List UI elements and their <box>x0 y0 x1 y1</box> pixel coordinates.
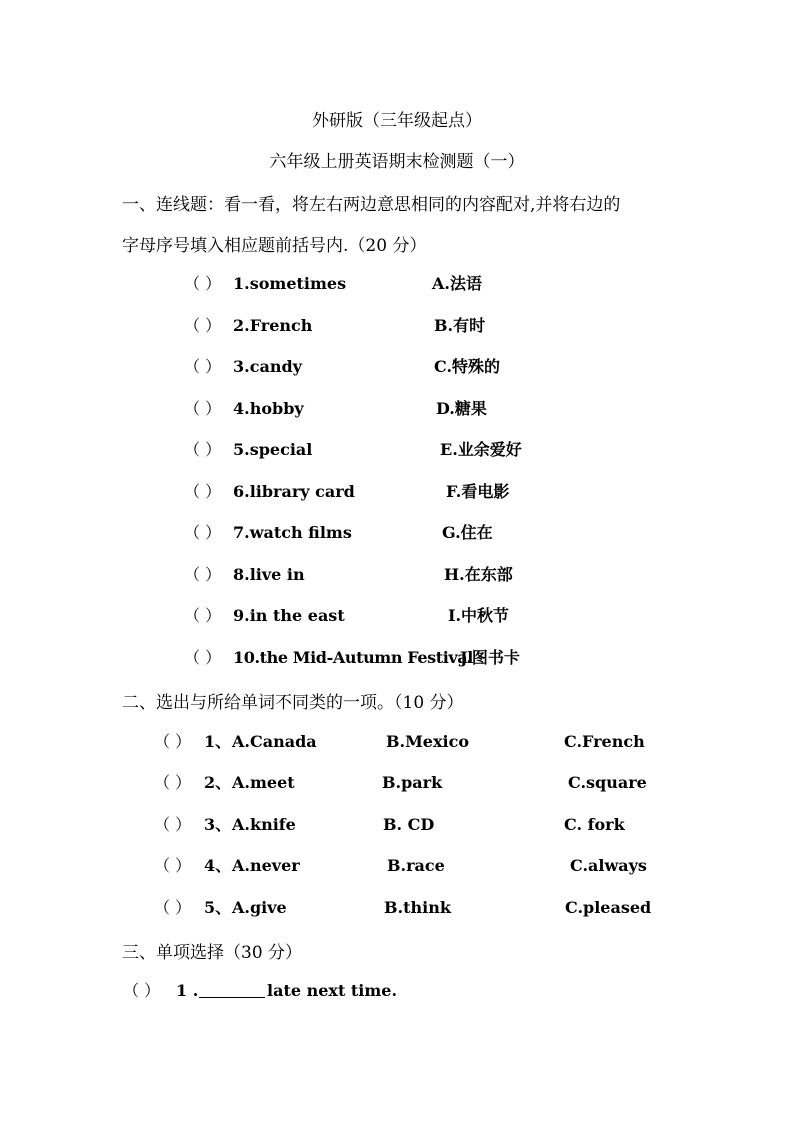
option-a: A.Canada <box>232 732 317 751</box>
fill-blank[interactable] <box>199 981 265 998</box>
chinese-meaning: C.特殊的 <box>434 357 501 376</box>
question-text: late next time. <box>267 981 398 1000</box>
chinese-meaning: B.有时 <box>434 316 486 335</box>
english-term: 10.the Mid-Autumn Festival <box>233 648 473 667</box>
english-term: 2.French <box>233 316 313 335</box>
answer-parentheses[interactable]: （ ） <box>184 482 222 501</box>
document-subtitle: 六年级上册英语期末检测题（一） <box>269 152 525 172</box>
answer-parentheses[interactable]: （ ） <box>184 440 222 459</box>
section3-heading: 三、单项选择（30 分） <box>122 943 303 963</box>
option-a: A.give <box>232 898 287 917</box>
question-number: 1、 <box>204 732 232 751</box>
option-b: B.race <box>387 856 445 875</box>
option-b: B.think <box>384 898 451 917</box>
chinese-meaning: D.糖果 <box>436 399 487 418</box>
answer-parentheses[interactable]: （ ） <box>184 606 222 625</box>
option-a: A.never <box>232 856 300 875</box>
option-b: B.Mexico <box>386 732 470 751</box>
chinese-meaning: H.在东部 <box>444 565 513 584</box>
answer-parentheses[interactable]: （ ） <box>184 357 222 376</box>
english-term: 6.library card <box>233 482 355 501</box>
chinese-meaning: E.业余爱好 <box>440 440 522 459</box>
english-term: 4.hobby <box>233 399 304 418</box>
option-a: A.meet <box>232 773 295 792</box>
answer-parentheses[interactable]: （ ） <box>184 274 222 293</box>
english-term: 8.live in <box>233 565 305 584</box>
answer-parentheses[interactable]: （ ） <box>154 856 192 875</box>
english-term: 3.candy <box>233 357 302 376</box>
answer-parentheses[interactable]: （ ） <box>154 815 192 834</box>
chinese-meaning: A.法语 <box>432 274 482 293</box>
question-number: 2、 <box>204 773 232 792</box>
answer-parentheses[interactable]: （ ） <box>154 898 192 917</box>
question-number: 5、 <box>204 898 232 917</box>
option-c: C. fork <box>564 815 625 834</box>
english-term: 1.sometimes <box>233 274 347 293</box>
answer-parentheses[interactable]: （ ） <box>184 399 222 418</box>
chinese-meaning: J.图书卡 <box>460 648 520 667</box>
answer-parentheses[interactable]: （ ） <box>154 732 192 751</box>
question-number: 3、 <box>204 815 232 834</box>
english-term: 9.in the east <box>233 606 345 625</box>
section2-heading: 二、选出与所给单词不同类的一项。（10 分） <box>122 693 464 713</box>
answer-parentheses[interactable]: （ ） <box>184 565 222 584</box>
english-term: 5.special <box>233 440 313 459</box>
option-c: C.pleased <box>565 898 652 917</box>
option-b: B. CD <box>383 815 435 834</box>
option-c: C.French <box>564 732 645 751</box>
answer-parentheses[interactable]: （ ） <box>154 773 192 792</box>
section1-heading-line2: 字母序号填入相应题前括号内.（20 分） <box>122 236 427 256</box>
answer-parentheses[interactable]: （ ） <box>184 648 222 667</box>
option-a: A.knife <box>232 815 296 834</box>
english-term: 7.watch films <box>233 523 352 542</box>
question-number: 4、 <box>204 856 232 875</box>
answer-parentheses[interactable]: （ ） <box>184 316 222 335</box>
chinese-meaning: G.住在 <box>442 523 493 542</box>
question-number: 1 . <box>176 981 199 1000</box>
section1-heading-line1: 一、连线题：看一看，将左右两边意思相同的内容配对,并将右边的 <box>122 195 621 215</box>
answer-parentheses[interactable]: （ ） <box>123 981 161 1000</box>
option-b: B.park <box>382 773 443 792</box>
chinese-meaning: F.看电影 <box>446 482 510 501</box>
answer-parentheses[interactable]: （ ） <box>184 523 222 542</box>
option-c: C.always <box>570 856 647 875</box>
chinese-meaning: I.中秋节 <box>448 606 510 625</box>
option-c: C.square <box>568 773 647 792</box>
document-title: 外研版（三年级起点） <box>312 111 482 131</box>
